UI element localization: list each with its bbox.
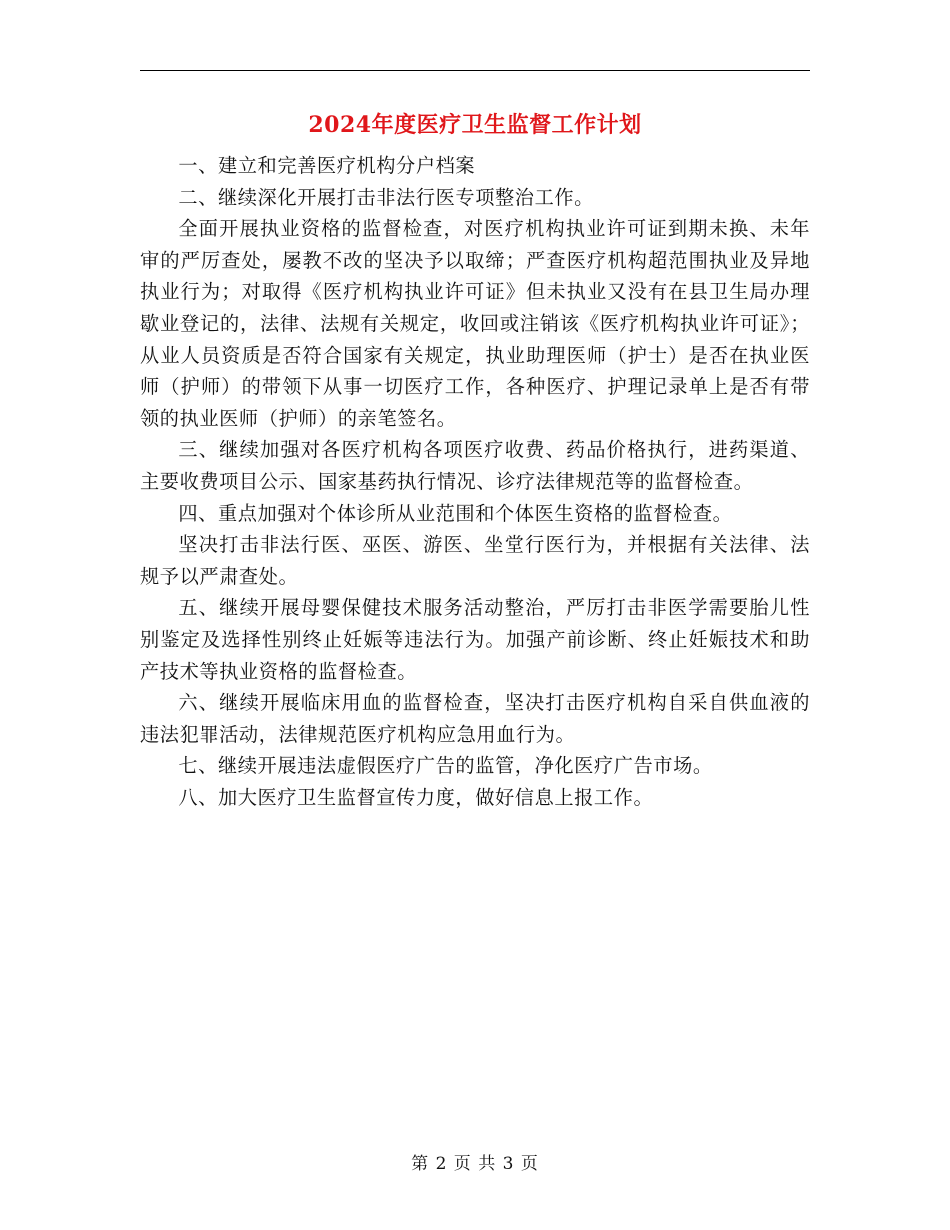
paragraph-illegal-practice: 坚决打击非法行医、巫医、游医、坐堂行医行为，并根据有关法律、法规予以严肃查处。: [140, 533, 810, 588]
paragraph-item-4: 四、重点加强对个体诊所从业范围和个体医生资格的监督检查。: [178, 501, 733, 525]
paragraph-qualification-inspection: 全面开展执业资格的监督检查，对医疗机构执业许可证到期未换、未年审的严厉查处，屡教不改的坚决予以取缔；严查医疗机构超范围执业及异地执业行为；对取得《医疗机构执业许可证》但未执业又没有在县卫生局办理歇业登记的，法律、法规有关规定，收回或注销该《医疗机构执业许可证》；从业人员资质是否符合国家有关规定，执业助理医师（护士）是否在执业医师（护师）的带领下从事一切医疗工作，各种医疗、护理记录单上是否有带领的执业医师（护师）的亲笔签名。: [140, 217, 810, 430]
header-rule: [140, 70, 810, 71]
document-body: [140, 150, 810, 813]
paragraph-item-7: 七、继续开展违法虚假医疗广告的监管，净化医疗广告市场。: [178, 754, 713, 778]
paragraph-item-2: 二、继续深化开展打击非法行医专项整治工作。: [178, 185, 594, 209]
paragraph-item-1: 一、建立和完善医疗机构分户档案: [178, 154, 476, 177]
paragraph-item-3: 三、继续加强对各医疗机构各项医疗收费、药品价格执行，进药渠道、主要收费项目公示、国家基药执行情况、诊疗法律规范等的监督检查。: [140, 438, 810, 493]
paragraph-item-6: 六、继续开展临床用血的监督检查，坚决打击医疗机构自采自供血液的违法犯罪活动，法律规范医疗机构应急用血行为。: [140, 691, 810, 746]
document-title: 2024年度医疗卫生监督工作计划: [308, 112, 642, 138]
paragraph-item-8: 八、加大医疗卫生监督宣传力度，做好信息上报工作。: [178, 785, 654, 809]
paragraph-item-5: 五、继续开展母婴保健技术服务活动整治，严厉打击非医学需要胎儿性别鉴定及选择性别终止妊娠等违法行为。加强产前诊断、终止妊娠技术和助产技术等执业资格的监督检查。: [140, 596, 810, 683]
page-number-footer: 第 2 页 共 3 页: [411, 1154, 539, 1174]
